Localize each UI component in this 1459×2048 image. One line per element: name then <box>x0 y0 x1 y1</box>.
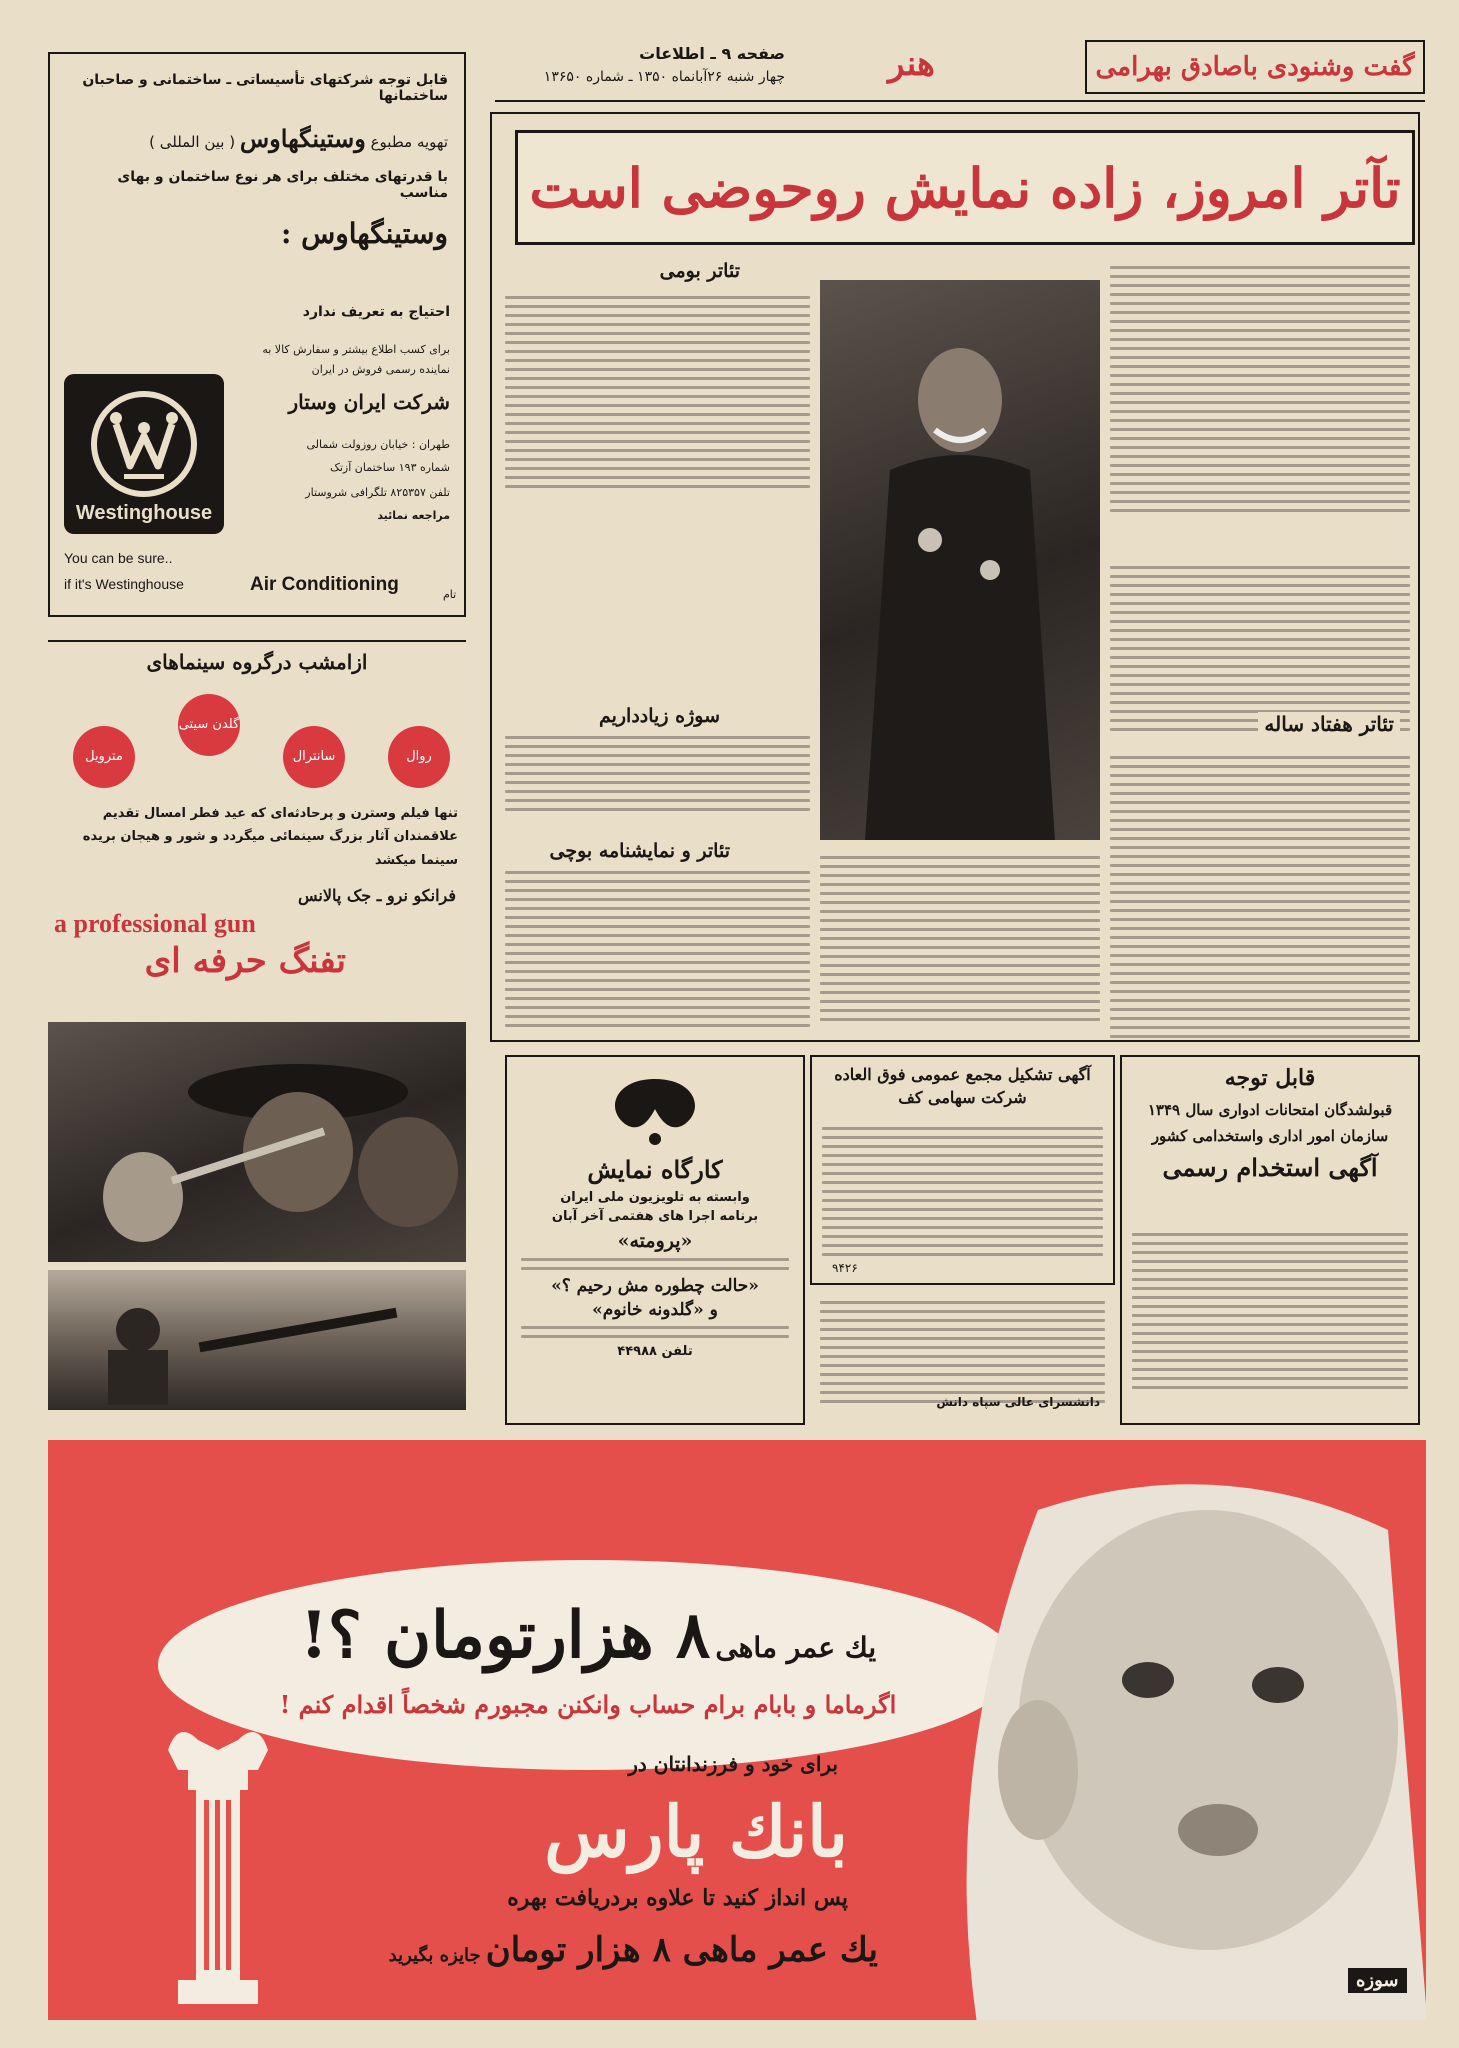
article-column-right <box>1110 260 1410 1030</box>
meeting-title: آگهی تشکیل مجمع عمومی فوق العاده <box>834 1065 1091 1084</box>
cinema-metro-pol[interactable]: مترویل <box>73 726 135 788</box>
issue-date: چهار شنبه ۲۶آبانماه ۱۳۵۰ ـ شماره ۱۳۶۵۰ <box>543 69 785 85</box>
prize-line-wrap <box>278 1930 878 1970</box>
theatre-play1: «پرومته» <box>617 1230 693 1252</box>
subhead-many-subjects: سوژه زیادداریم <box>598 705 720 727</box>
cinema-royal[interactable]: روال <box>388 726 450 788</box>
ws-line1: قابل توجه شرکتهای تأسیساتی ـ ساختمانی و صاحبان ساختمانها <box>82 72 448 104</box>
ws-logo-brand: Westinghouse <box>75 502 213 524</box>
section-name: هنر <box>888 44 935 84</box>
bubble-sub: اگرماما و بابام برام حساب وانکنن مجبورم شخصاً اقدام کنم ! <box>279 1690 897 1719</box>
cinema-description: تنها فیلم وسترن و پرحادثه‌ای که عید فطر امسال تقدیم علاقمندان آثار بزرگ سینمائی میگردد و شور و هیجان بریده سینما میکشد <box>82 806 458 868</box>
cinema-golden-city[interactable]: گلدن سیتی <box>178 694 240 756</box>
ws-product: Air Conditioning <box>250 574 399 595</box>
ws-line2-prefix: تهویه مطبوع <box>370 133 448 151</box>
westinghouse-ad <box>48 52 466 617</box>
ws-slogan2: if it's Westinghouse <box>64 576 184 592</box>
theatre-title: کارگاه نمایش <box>587 1155 723 1184</box>
actor-portrait-photo <box>820 280 1100 840</box>
ws-company: شرکت ایران وستار <box>288 389 450 414</box>
ws-contact: مراجعه نمائید <box>377 508 450 522</box>
employment-signature: دانشسرای عالی سپاه دانش <box>936 1395 1100 1409</box>
series-title: گفت وشنودی باصادق بهرامی <box>1095 52 1415 82</box>
ws-line5: برای کسب اطلاع بیشتر و سفارش کالا به نماینده رسمی فروش در ایران <box>262 343 450 376</box>
film-title-persian: تفنگ حرفه ای <box>144 941 346 982</box>
agency-logo: سوزه <box>1348 1968 1407 1993</box>
subhead-seventy-years: تئاتر هفتاد ساله <box>1258 712 1400 736</box>
portrait-figure <box>820 280 1100 840</box>
cinema-title: ازامشب درگروه سینماهای <box>146 650 368 674</box>
ws-slogan1: You can be sure.. <box>64 550 173 566</box>
film-poster-photo <box>48 1022 466 1262</box>
article-headline: تآتر امروز، زاده نمایش روحوضی است <box>529 155 1401 220</box>
ws-brand-heading: وستینگهاوس : <box>280 217 448 250</box>
employment-line1: قبولشدگان امتحانات ادواری سال ۱۳۴۹ <box>1147 1101 1393 1119</box>
column-capital-icon <box>148 1720 288 2010</box>
theatre-play2: «حالت چطوره مش رحیم ؟» <box>551 1276 759 1296</box>
subhead-play-writing: تئاتر و نمایشنامه بوچی <box>549 840 730 862</box>
ws-line2-suffix: ( بین المللی ) <box>149 133 236 151</box>
film-title-english: a professional gun <box>54 909 256 939</box>
employment-notice <box>1120 1055 1420 1425</box>
meeting-code: ۹۴۲۶ <box>832 1261 858 1275</box>
ws-line3: با قدرتهای مختلف برای هر نوع ساختمان و بهای مناسب <box>117 169 448 201</box>
bubble-prefix: یك عمر ماهی <box>715 1631 877 1664</box>
save-line: پس انداز کنید تا علاوه بردریافت بهره <box>507 1885 848 1911</box>
bank-name: بانك پارس <box>544 1790 848 1873</box>
ws-address1: طهران : خیابان روزولت شمالی <box>306 437 450 451</box>
ws-phone: تلفن ۸۲۵۳۵۷ تلگرافی شروستار <box>305 485 450 499</box>
article-column-middle <box>820 850 1100 1030</box>
employment-line2: سازمان امور اداری واستخدامی کشور <box>1151 1127 1389 1145</box>
ws-line2-brand: وستینگهاوس <box>239 124 366 153</box>
baby-photo <box>918 1470 1426 2020</box>
cinema-stars: فرانکو نرو ـ جک پالانس <box>298 886 456 906</box>
subhead-native-theatre: تئاتر بومی <box>659 260 740 282</box>
theatre-ad <box>505 1055 805 1425</box>
film-scene-photo <box>48 1270 466 1410</box>
cinema-central[interactable]: سانترال <box>283 726 345 788</box>
cinema-ad <box>48 640 466 1410</box>
prize-line: یك عمر ماهی ۸ هزار تومان <box>485 1930 878 1970</box>
ws-line4: احتیاج به تعریف ندارد <box>302 304 450 320</box>
theatre-subtitle: وابسته به تلویزیون ملی ایران <box>560 1190 750 1205</box>
page-number: صفحه ۹ ـ اطلاعات <box>639 44 785 63</box>
for-children-line: برای خود و فرزندانتان در <box>628 1752 838 1776</box>
theatre-program: برنامه اجرا های هفتمی آخر آبان <box>551 1209 759 1224</box>
meeting-notice <box>810 1055 1115 1285</box>
cinema-circles <box>48 686 466 796</box>
bank-pars-ad <box>48 1440 1426 2020</box>
ws-ad-code: تام <box>443 588 457 601</box>
westinghouse-logo-icon <box>64 374 224 534</box>
article-column-left <box>505 260 810 1030</box>
meeting-company: شرکت سهامی کف <box>898 1088 1027 1107</box>
ws-address2: شماره ۱۹۳ ساختمان آزتک <box>330 460 450 474</box>
prize-suffix: جایزه بگیرید <box>388 1945 481 1966</box>
theatre-play3: و «گلدونه خانوم» <box>592 1300 718 1320</box>
bubble-main: ۸ هزارتومان ؟! <box>299 1598 711 1673</box>
theatre-phone: تلفن ۴۴۹۸۸ <box>617 1344 693 1359</box>
masthead-rule <box>495 100 1425 102</box>
employment-title: قابل توجه <box>1224 1065 1316 1091</box>
page-info <box>495 44 785 85</box>
headline-box <box>515 130 1415 245</box>
arabesque-ornament-icon <box>595 1069 715 1149</box>
series-title-box <box>1085 40 1425 94</box>
employment-line3: آگهی استخدام رسمی <box>1162 1153 1378 1182</box>
